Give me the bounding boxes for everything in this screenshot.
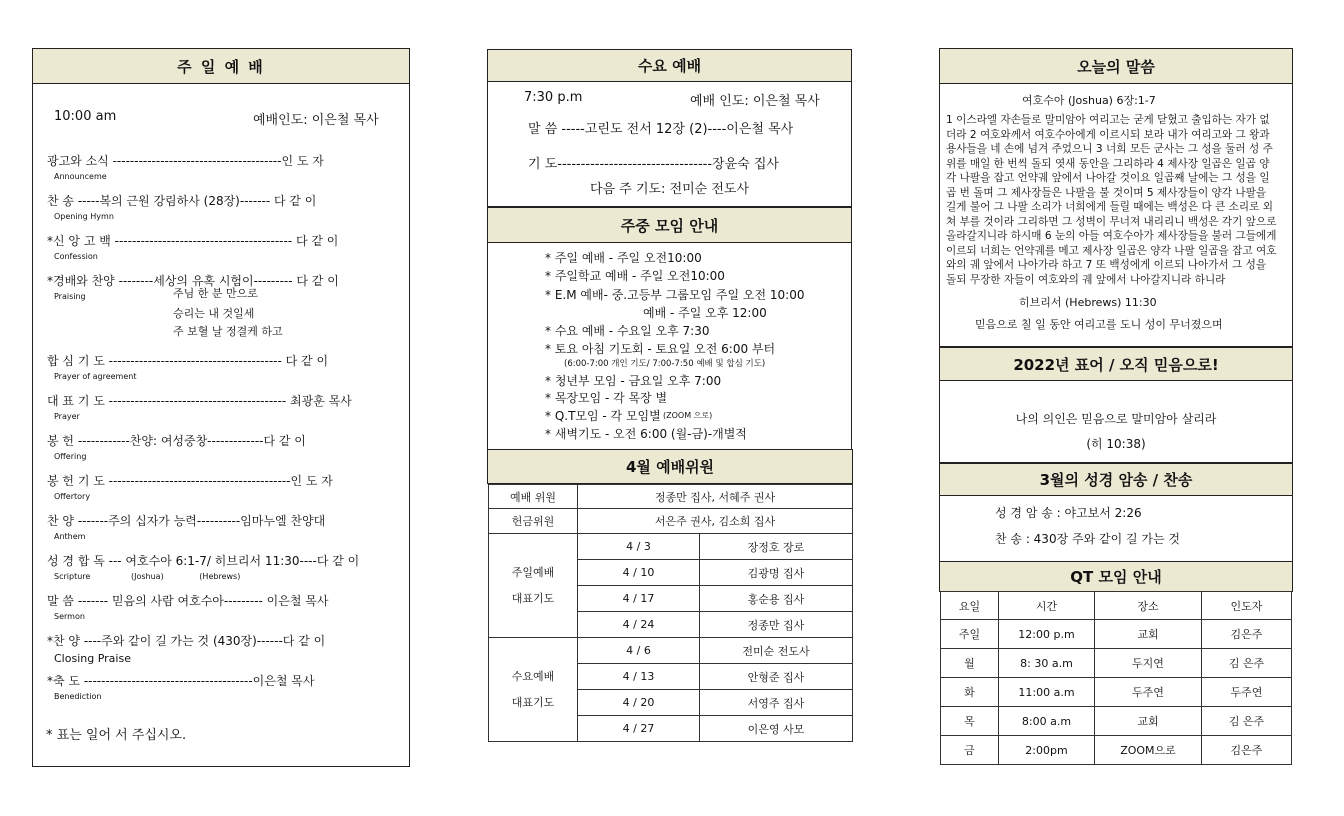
wednesday-worship-title: 수요 예배 [487,49,852,82]
meeting-item: * 새벽기도 - 오전 6:00 (월-금)-개별적 [545,427,747,441]
sunday-leader: 예배인도: 이은철 목사 [253,113,379,128]
qt-header-day: 요일 [941,592,999,620]
scripture-reference-hebrews: 히브리서 (Hebrews) 11:30 [1019,296,1157,309]
memory-panel [939,462,1293,562]
meeting-item: * Q.T모임 - 각 모임별 [545,409,661,423]
zoom-note: (ZOOM 으로) [663,411,713,420]
motto-reference: (히 10:38) [1086,437,1146,451]
meeting-item-note: (6:00-7:00 개인 기도/ 7:00-7:50 예배 및 합심 기도) [564,359,766,369]
todays-word-title: 오늘의 말씀 [939,48,1293,84]
weekly-meetings-panel [487,207,852,450]
meeting-item: * 수요 예배 - 수요일 오후 7:30 [545,324,710,338]
motto-title: 2022년 표어 / 오직 믿음으로! [939,347,1293,381]
qt-time: 8:00 a.m [999,707,1095,736]
scripture-line: 위를 매일 한 번씩 돌되 엿새 동안을 그리하라 4 제사장 일곱은 일곱 양 [946,157,1270,170]
order-of-service-item: 합 심 기 도 ---------------------------------------- 다 같 이 [47,354,329,368]
hebrews-text: 믿음으로 칠 일 동안 여리고를 도니 성이 무너졌으며 [975,318,1223,331]
sunday-worship-title: 주 일 예 배 [32,48,410,84]
weekly-meetings-title: 주중 모임 안내 [487,207,852,243]
prayer-date: 4 / 27 [578,716,700,742]
meeting-item: 예배 - 주일 오후 12:00 [643,306,767,320]
scripture-line: 쳐 부를 것이라 그리하면 그 성벽이 무너져 내리리니 백성은 각기 앞으로 [946,215,1277,228]
order-of-service-item: *신 앙 고 백 ----------------------------------------- 다 같 이 [47,234,339,248]
order-of-service-english-label: Offering [54,452,87,461]
prayer-name: 전미순 전도사 [700,638,853,664]
scripture-line: 이르되 너희는 언약궤를 메고 제사장 일곱은 양각 나팔 일곱을 잡고 여호 [946,244,1277,257]
order-of-service-english-label: Offertory [54,492,91,501]
order-of-service-english-label: Anthem [54,532,86,541]
qt-time: 12:00 p.m [999,620,1095,649]
order-of-service-english-label: Scripture (Joshua) (Hebrews) [54,572,241,581]
scripture-line: 올라갈지니라 하시매 6 눈의 아들 여호수아가 제사장들을 불러 그들에게 [946,230,1277,242]
order-of-service-english-label: Sermon [54,612,85,621]
scripture-line: 더라 2 여호와께서 여호수아에게 이르시되 보라 내가 여리고와 그 왕과 [946,128,1270,141]
sunday-prayer-label-1: 주일예배 [511,565,555,579]
prayer-name: 이은영 사모 [700,716,853,742]
qt-day: 금 [941,736,999,765]
order-of-service-item: *경배와 찬양 --------세상의 유혹 시험이--------- 다 같 이 [47,274,339,288]
prayer-date: 4 / 24 [578,612,700,638]
qt-place: ZOOM으로 [1095,736,1202,765]
order-of-service-english-label: Announceme [54,172,107,181]
prayer-date: 4 / 6 [578,638,700,664]
order-of-service-english-label: Praising [54,292,86,301]
wednesday-next-prayer: 다음 주 기도: 전미순 전도사 [590,182,750,197]
qt-header-place: 장소 [1095,592,1202,620]
qt-table [940,591,1292,765]
order-of-service-english-label: Confession [54,252,98,261]
qt-place: 두주연 [1095,678,1202,707]
qt-leader: 김 은주 [1202,707,1292,736]
scripture-line: 길게 불어 그 나팔 소리가 너희에게 들릴 때에는 백성은 다 큰 소리로 외 [946,201,1273,213]
sunday-time: 10:00 am [54,109,117,124]
order-of-service-english-label: Benediction [54,692,102,701]
motto-panel [939,346,1293,463]
prayer-date: 4 / 13 [578,664,700,690]
wednesday-leader: 예배 인도: 이은철 목사 [690,94,820,109]
prayer-date: 4 / 20 [578,690,700,716]
order-of-service-item: 찬 송 -----복의 근원 강림하사 (28장)------- 다 같 이 [47,194,317,208]
scripture-reference-joshua: 여호수아 (Joshua) 6장:1-7 [1022,94,1156,107]
memory-verse: 성 경 암 송 : 야고보서 2:26 [995,506,1142,520]
prayer-name: 홍순용 집사 [700,586,853,612]
offering-committee-label: 헌금위원 [489,509,578,534]
order-of-service-item: 광고와 소식 ---------------------------------------인 도 자 [47,154,324,168]
standing-note: * 표는 일어 서 주십시오. [46,728,187,743]
prayer-date: 4 / 10 [578,560,700,586]
qt-place: 교회 [1095,707,1202,736]
sunday-worship-panel [32,48,410,767]
wednesday-prayer-label [489,638,578,742]
order-of-service-english-label: Prayer of agreement [54,372,137,381]
worship-committee-names: 정종만 집사, 서혜주 권사 [578,485,853,509]
wednesday-time: 7:30 p.m [524,90,583,105]
qt-time: 11:00 a.m [999,678,1095,707]
meeting-item: * E.M 예배- 중.고등부 그룹모임 주일 오전 10:00 [545,288,805,302]
qt-day: 주일 [941,620,999,649]
order-of-service-item: *축 도 ---------------------------------------이은철 목사 [47,674,315,688]
praise-song-3: 주 보혈 날 정결케 하고 [173,325,283,338]
april-committee-table [488,484,853,742]
wednesday-prayer-label-2: 대표기도 [511,695,555,709]
qt-day: 화 [941,678,999,707]
qt-place: 두지연 [1095,649,1202,678]
april-committee-title: 4월 예배위원 [487,449,853,484]
prayer-name: 장정호 장로 [700,534,853,560]
order-of-service-item: 대 표 기 도 ----------------------------------------- 최광훈 목사 [47,394,352,408]
qt-time: 8: 30 a.m [999,649,1095,678]
praise-song-2: 승리는 내 것일세 [173,307,255,320]
wednesday-worship-panel [487,49,852,207]
order-of-service-english-label: Opening Hymn [54,212,114,221]
scripture-line: 곱 번 돌며 그 제사장들은 나팔을 불 것이며 5 제사장들이 양각 나팔을 [946,186,1267,199]
sunday-prayer-label [489,534,578,638]
prayer-name: 서영주 집사 [700,690,853,716]
meeting-item: * 토요 아침 기도회 - 토요일 오전 6:00 부터 [545,342,776,356]
meeting-item: * 청년부 모임 - 금요일 오후 7:00 [545,374,722,388]
qt-header-time: 시간 [999,592,1095,620]
order-of-service-item: 말 씀 ------- 믿음의 사람 여호수아--------- 이은철 목사 [47,594,329,608]
memory-hymn: 찬 송 : 430장 주와 같이 길 가는 것 [995,532,1180,546]
sunday-prayer-label-2: 대표기도 [511,591,555,605]
todays-word-panel [939,48,1293,347]
order-of-service-item: *찬 양 ----주와 같이 길 가는 것 (430장)------다 같 이 [47,634,326,648]
prayer-name: 정종만 집사 [700,612,853,638]
qt-header-leader: 인도자 [1202,592,1292,620]
qt-leader: 김은주 [1202,736,1292,765]
wednesday-sermon: 말 씀 -----고린도 전서 12장 (2)----이은철 목사 [528,122,794,137]
meeting-item: * 주일 예배 - 주일 오전10:00 [545,251,702,265]
qt-leader: 두주연 [1202,678,1292,707]
qt-day: 목 [941,707,999,736]
scripture-text [946,113,1291,287]
qt-time: 2:00pm [999,736,1095,765]
prayer-date: 4 / 17 [578,586,700,612]
qt-leader: 김 은주 [1202,649,1292,678]
qt-title: QT 모임 안내 [939,561,1293,592]
prayer-name: 안형준 집사 [700,664,853,690]
scripture-line: 용사들을 네 손에 넘겨 주었으니 3 너희 모든 군사는 그 성을 둘러 성 주 [946,143,1273,155]
offering-committee-names: 서은주 권사, 김소희 집사 [578,509,853,534]
qt-day: 월 [941,649,999,678]
order-of-service-english-label: Prayer [54,412,80,421]
prayer-date: 4 / 3 [578,534,700,560]
prayer-name: 김광명 집사 [700,560,853,586]
order-of-service-item: 봉 헌 ------------찬양: 여성중창-------------다 같 이 [47,434,306,448]
motto-verse: 나의 의인은 믿음으로 말미암아 살리라 [1015,412,1217,426]
qt-place: 교회 [1095,620,1202,649]
order-of-service-item: 봉 헌 기 도 ------------------------------------------인 도 자 [47,474,333,488]
meeting-item: * 목장모임 - 각 목장 별 [545,391,668,405]
order-of-service-item: 찬 양 -------주의 십자가 능력----------임마누엘 찬양대 [47,514,326,528]
meeting-item: * 주일학교 예배 - 주일 오전10:00 [545,269,725,283]
scripture-line: 각 나팔을 잡고 언약궤 앞에서 나아갈 것이요 일곱째 날에는 그 성을 일 [946,172,1270,184]
qt-leader: 김은주 [1202,620,1292,649]
wednesday-prayer-label-1: 수요예배 [511,669,555,683]
praise-song-1: 주님 한 분 만으로 [173,287,258,300]
scripture-line: 돌되 무장한 자들이 여호와의 궤 앞에서 나아갈지니라 하니라 [946,273,1226,286]
scripture-line: 와의 궤 앞에서 나아가라 하고 7 또 백성에게 이르되 나아가서 그 성을 [946,259,1267,271]
scripture-line: 1 이스라엘 자손들로 말미암아 여리고는 굳게 닫혔고 출입하는 자가 없 [946,114,1270,126]
worship-committee-label: 예배 위원 [489,485,578,509]
wednesday-prayer: 기 도---------------------------------장윤숙 집사 [528,157,779,172]
order-of-service-item: 성 경 합 독 --- 여호수아 6:1-7/ 히브리서 11:30----다 같 이 [47,554,360,568]
order-of-service-english-label: Closing Praise [54,652,131,665]
memory-title: 3월의 성경 암송 / 찬송 [939,463,1293,496]
